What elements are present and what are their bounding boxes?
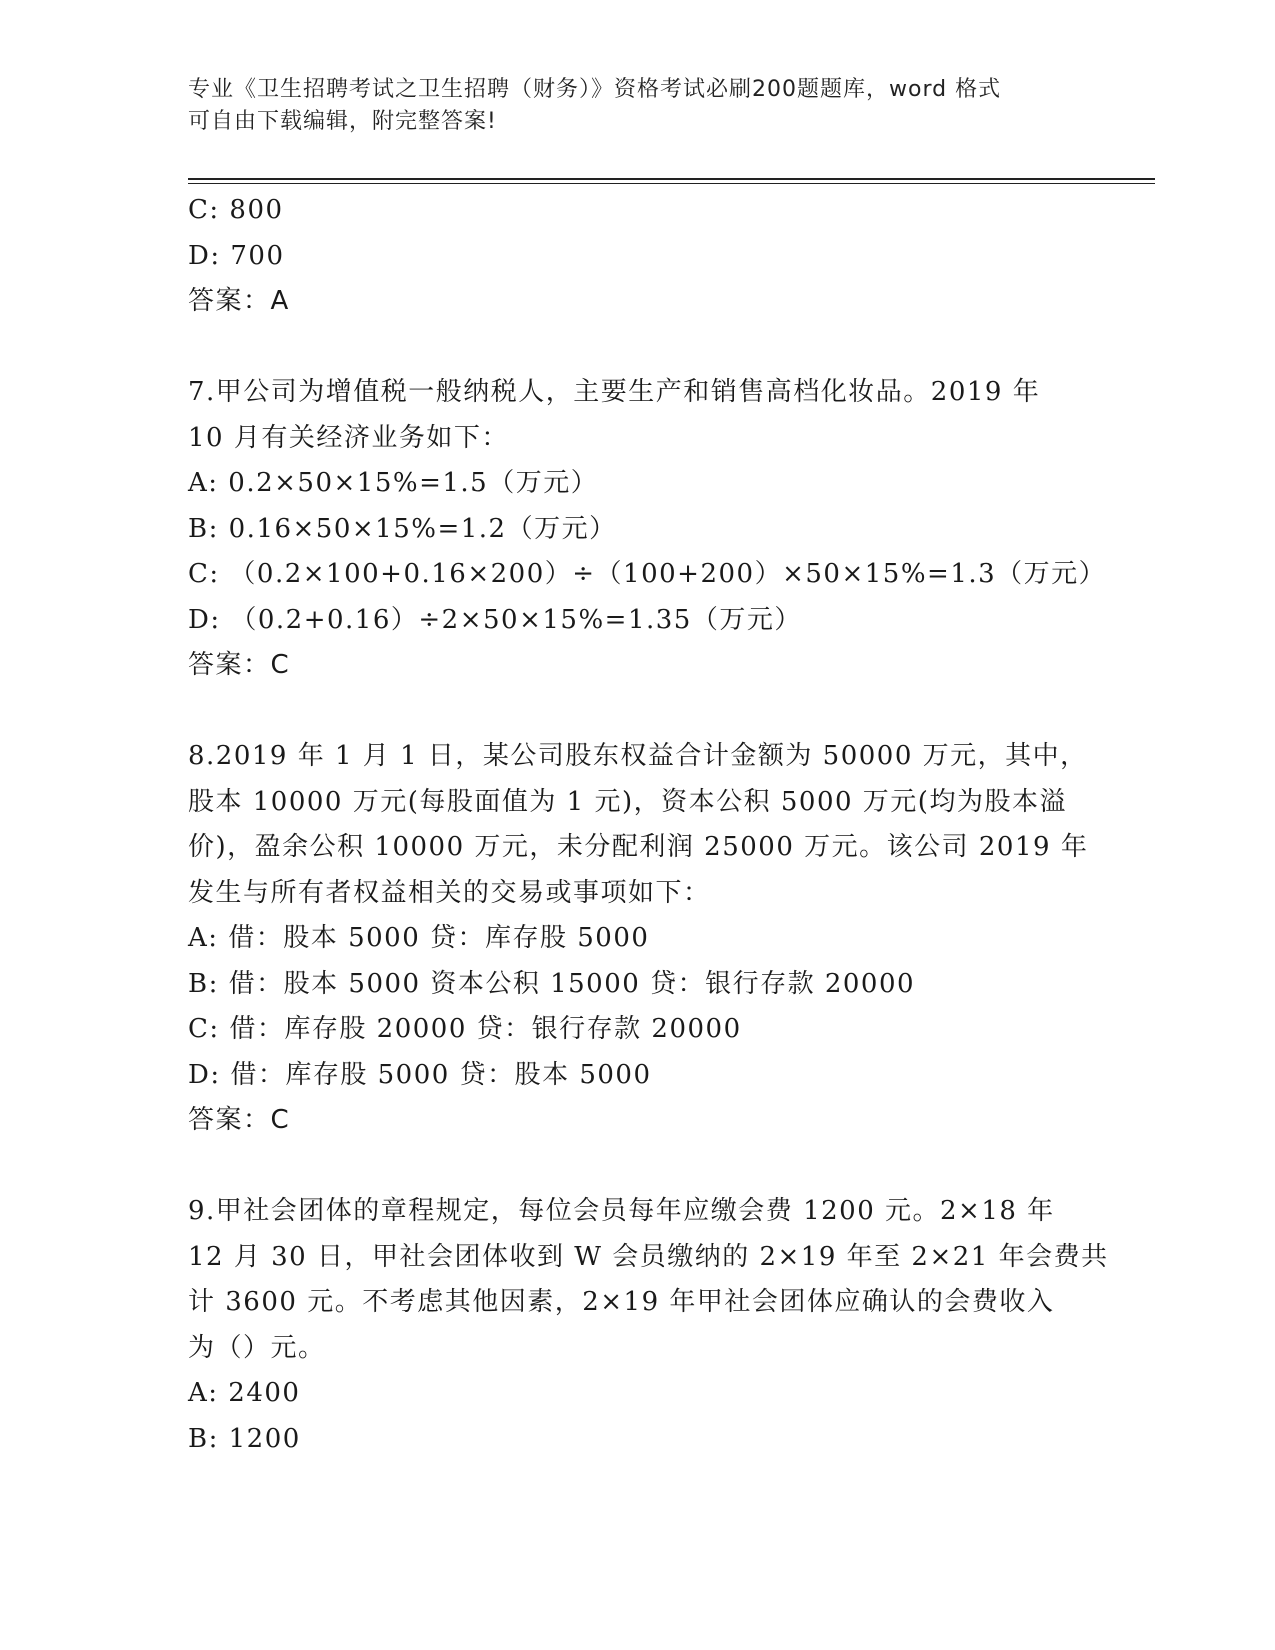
spacer [188, 689, 1088, 735]
option-a: A: 借：股本 5000 贷：库存股 5000 [188, 923, 650, 953]
question-stem-line: 为（）元。 [188, 1332, 326, 1363]
question-stem-line: 8.2019 年 1 月 1 日，某公司股东权益合计金额为 50000 万元，其中， [188, 741, 1088, 771]
question-8 [188, 734, 1088, 1144]
question-stem-line: 计 3600 元。不考虑其他因素，2×19 年甲社会团体应确认的会费收入 [188, 1287, 1055, 1317]
spacer [188, 325, 1088, 371]
option-b: B: 0.16×50×15%=1.2（万元） [188, 513, 617, 544]
option-c: C: 800 [188, 195, 284, 225]
answer-label: 答案：C [188, 1105, 291, 1135]
spacer [188, 1144, 1088, 1190]
question-7 [188, 370, 1107, 689]
option-b: B: 1200 [188, 1423, 301, 1454]
question-9 [188, 1189, 1109, 1462]
question-6-tail [188, 188, 1088, 325]
option-a: A: 2400 [188, 1378, 301, 1408]
question-stem-line: 发生与所有者权益相关的交易或事项如下： [188, 877, 711, 908]
question-stem-line: 价)，盈余公积 10000 万元，未分配利润 25000 万元。该公司 2019 年 [188, 832, 1089, 862]
option-c: C: （0.2×100+0.16×200）÷（100+200）×50×15%=1.3（万元） [188, 559, 1107, 589]
answer-label: 答案：A [188, 286, 290, 316]
header-title-line-2: 可自由下载编辑，附完整答案! [188, 109, 497, 134]
page-header [188, 74, 1068, 138]
question-stem-line: 7.甲公司为增值税一般纳税人，主要生产和销售高档化妆品。2019 年 [188, 377, 1041, 407]
question-stem-line: 股本 10000 万元(每股面值为 1 元)，资本公积 5000 万元(均为股本溢 [188, 786, 1067, 817]
option-c: C: 借：库存股 20000 贷：银行存款 20000 [188, 1014, 742, 1044]
option-d: D: 借：库存股 5000 贷：股本 5000 [188, 1059, 652, 1090]
question-stem-line: 12 月 30 日，甲社会团体收到 W 会员缴纳的 2×19 年至 2×21 年会费共 [188, 1241, 1109, 1272]
question-stem-line: 9.甲社会团体的章程规定，每位会员每年应缴会费 1200 元。2×18 年 [188, 1196, 1055, 1226]
option-d: D: （0.2+0.16）÷2×50×15%=1.35（万元） [188, 604, 802, 635]
answer-label: 答案：C [188, 650, 291, 680]
header-title-line-1: 专业《卫生招聘考试之卫生招聘（财务）》资格考试必刷200题题库，word 格式 [188, 77, 1002, 102]
question-stem-line: 10 月有关经济业务如下： [188, 422, 509, 453]
option-b: B: 借：股本 5000 资本公积 15000 贷：银行存款 20000 [188, 968, 916, 999]
header-divider [188, 178, 1155, 180]
header-divider-thin [188, 183, 1155, 184]
option-a: A: 0.2×50×15%=1.5（万元） [188, 468, 599, 498]
option-d: D: 700 [188, 240, 285, 271]
document-body [188, 188, 1109, 1462]
